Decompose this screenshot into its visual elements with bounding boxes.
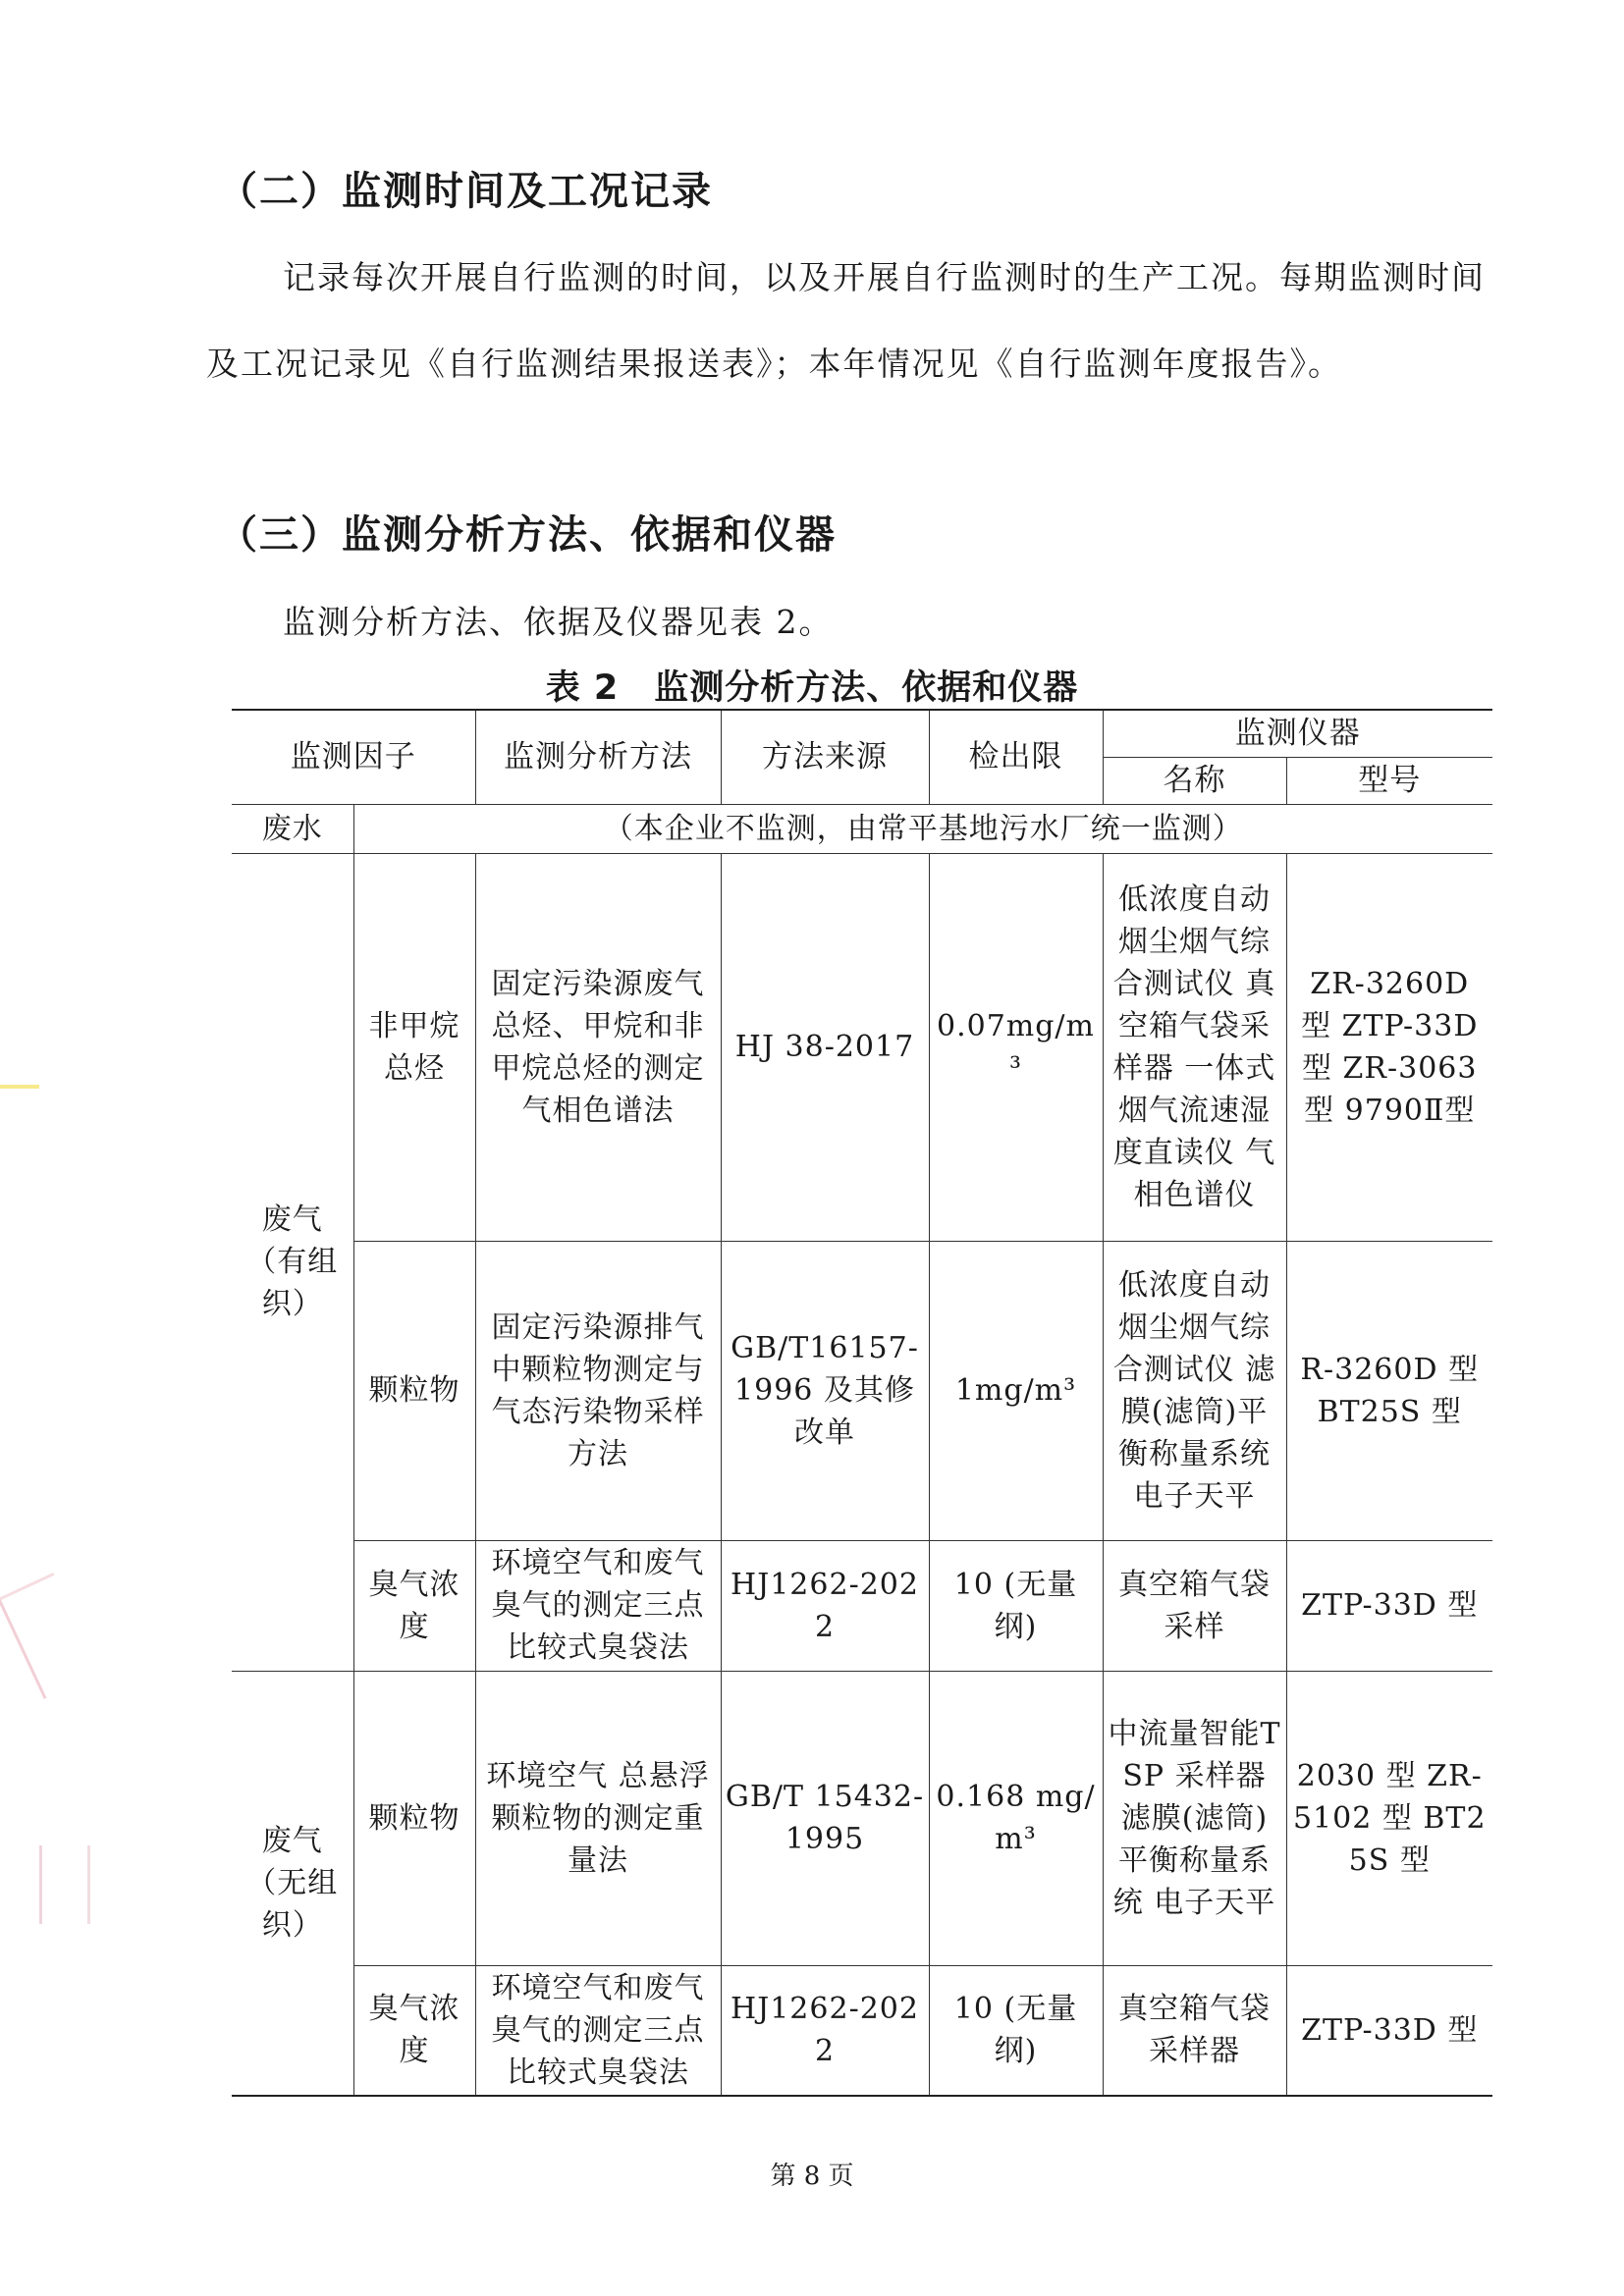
table-header-row [232, 710, 1492, 757]
instrument-name-cell: 真空箱气袋采样器 [1103, 1965, 1286, 2096]
instrument-model-cell: ZTP-33D 型 [1286, 1540, 1492, 1671]
factor-cell: 臭气浓度 [353, 1965, 475, 2096]
source-cell: HJ 38-2017 [721, 853, 929, 1241]
factor-cell: 颗粒物 [353, 1241, 475, 1540]
section-heading-monitoring-time: （二）监测时间及工况记录 [218, 169, 713, 214]
instrument-model-cell: R-3260D 型 BT25S 型 [1286, 1241, 1492, 1540]
header-source: 方法来源 [721, 710, 929, 804]
header-instrument-model: 型号 [1286, 757, 1492, 804]
stamp-fragment-icon [39, 1845, 90, 1924]
page-number: 第 8 页 [770, 2162, 854, 2191]
instrument-name-cell: 中流量智能TSP 采样器 滤膜(滤筒)平衡称量系统 电子天平 [1103, 1671, 1286, 1965]
scan-edge-mark [0, 1085, 39, 1089]
method-cell: 固定污染源废气总烃、甲烷和非甲烷总烃的测定气相色谱法 [475, 853, 721, 1241]
source-cell: GB/T16157-1996 及其修改单 [721, 1241, 929, 1540]
table-caption: 表 2 监测分析方法、依据和仪器 [545, 668, 1079, 708]
paragraph-analysis-methods: 监测分析方法、依据及仪器见表 2。 [283, 603, 834, 641]
table-row [232, 853, 1492, 1241]
header-instrument: 监测仪器 [1103, 710, 1492, 757]
instrument-model-cell: ZTP-33D 型 [1286, 1965, 1492, 2096]
header-limit: 检出限 [929, 710, 1103, 804]
header-method: 监测分析方法 [475, 710, 721, 804]
header-factor: 监测因子 [232, 710, 475, 804]
source-cell: HJ1262-2022 [721, 1540, 929, 1671]
source-cell: GB/T 15432-1995 [721, 1671, 929, 1965]
section-heading-analysis-methods: （三）监测分析方法、依据和仪器 [218, 512, 837, 558]
table-row [232, 1965, 1492, 2096]
table-row [232, 804, 1492, 853]
limit-cell: 0.07mg/m³ [929, 853, 1103, 1241]
instrument-model-cell: ZR-3260D 型 ZTP-33D 型 ZR-3063 型 9790Ⅱ型 [1286, 853, 1492, 1241]
stamp-fragment-icon [0, 1573, 100, 1699]
factor-cell: 非甲烷总烃 [353, 853, 475, 1241]
limit-cell: 0.168 mg/m³ [929, 1671, 1103, 1965]
factor-cell: 臭气浓度 [353, 1540, 475, 1671]
wastewater-note: （本企业不监测，由常平基地污水厂统一监测） [353, 804, 1492, 853]
category-unorganized-gas: 废气（无组织） [232, 1671, 353, 2096]
limit-cell: 10 (无量纲) [929, 1965, 1103, 2096]
method-cell: 环境空气 总悬浮颗粒物的测定重量法 [475, 1671, 721, 1965]
limit-cell: 1mg/m³ [929, 1241, 1103, 1540]
method-cell: 固定污染源排气中颗粒物测定与气态污染物采样方法 [475, 1241, 721, 1540]
instrument-name-cell: 低浓度自动烟尘烟气综合测试仪 真空箱气袋采样器 一体式烟气流速湿度直读仪 气相色谱仪 [1103, 853, 1286, 1241]
instrument-model-cell: 2030 型 ZR-5102 型 BT25S 型 [1286, 1671, 1492, 1965]
methods-table [232, 709, 1492, 2097]
category-organized-gas: 废气（有组织） [232, 853, 353, 1671]
source-cell: HJ1262-2022 [721, 1965, 929, 2096]
factor-cell: 颗粒物 [353, 1671, 475, 1965]
method-cell: 环境空气和废气臭气的测定三点比较式臭袋法 [475, 1965, 721, 2096]
header-instrument-name: 名称 [1103, 757, 1286, 804]
paragraph-monitoring-time: 记录每次开展自行监测的时间，以及开展自行监测时的生产工况。每期监测时间及工况记录见《自行监测结果报送表》；本年情况见《自行监测年度报告》。 [206, 258, 1486, 383]
instrument-name-cell: 低浓度自动烟尘烟气综合测试仪 滤膜(滤筒)平衡称量系统 电子天平 [1103, 1241, 1286, 1540]
method-cell: 环境空气和废气臭气的测定三点比较式臭袋法 [475, 1540, 721, 1671]
category-wastewater: 废水 [232, 804, 353, 853]
table-row [232, 1540, 1492, 1671]
table-row [232, 1671, 1492, 1965]
limit-cell: 10 (无量纲) [929, 1540, 1103, 1671]
table-row [232, 1241, 1492, 1540]
instrument-name-cell: 真空箱气袋采样 [1103, 1540, 1286, 1671]
